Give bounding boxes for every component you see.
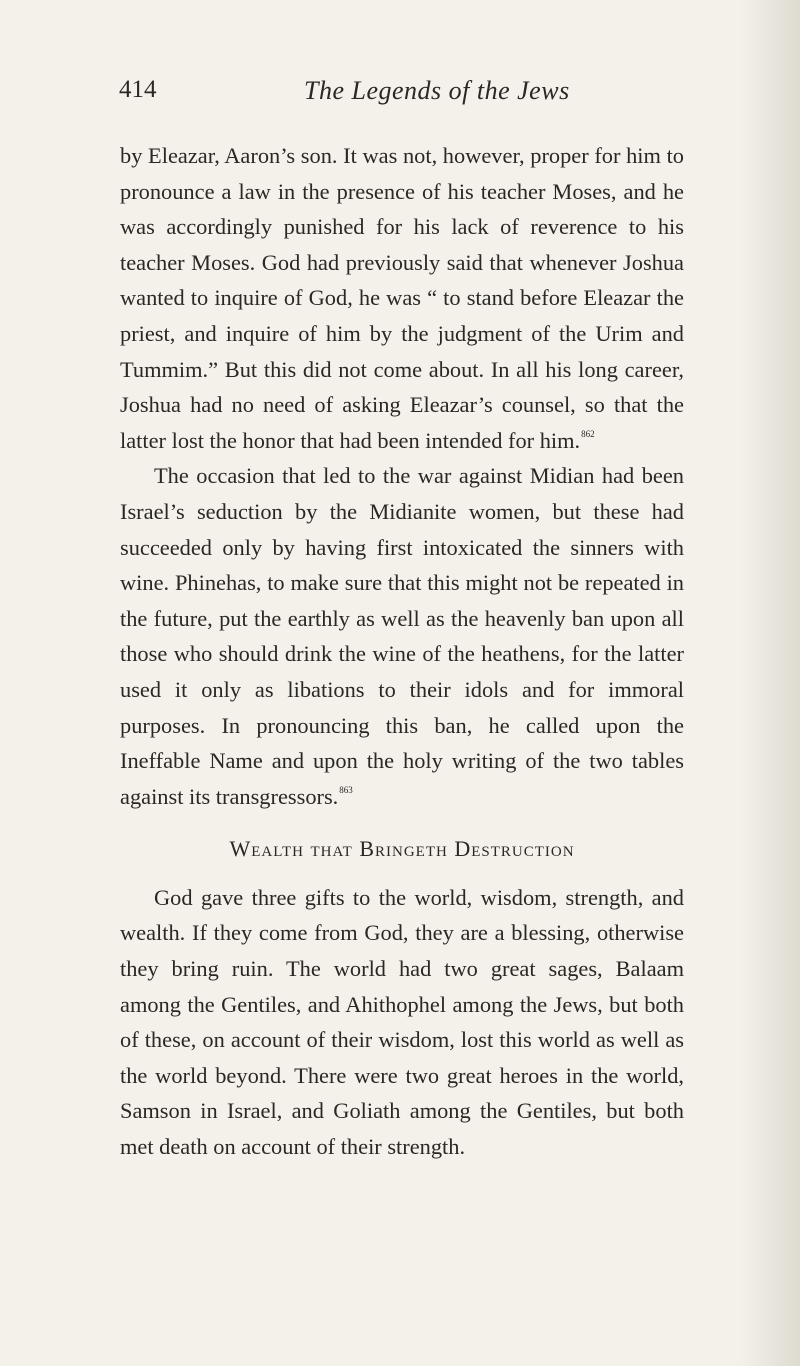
paragraph: God gave three gifts to the world, wisdom, strength, and wealth. If they come from God, they are a blessing, otherwise they bring ruin. The world had two great sages, Balaam among the Gentiles, and Ahithophel among the Jews, but both of these, on account of their wisdom, lost this world as well as the world beyond. There were two great heroes in the world, Samson in Israel, and Goliath among the Gentiles, but both met death on account of their strength. [120, 884, 684, 1160]
paragraph-continued [120, 138, 684, 458]
running-title: The Legends of the Jews [304, 76, 570, 105]
paragraph-text: The occasion that led to the war against Midian had been Israel’s seduction by the Midianite women, but these had succeeded only by having first intoxicated the sinners with wine. Phinehas, to make sure that this might not be repeated in the future, put the earthly as well as the heavenly ban upon all those who should drink the wine of the heathens, for the latter used it only as libations to their idols and for immoral purposes. In pronouncing this ban, he called upon the Ineffable Name and upon the holy writing of the two tables against its transgressors. [120, 463, 684, 809]
section-heading: Wealth that Bringeth Destruction [229, 836, 575, 862]
paragraph-text: by Eleazar, Aaron’s son. It was not, however, proper for him to pronounce a law in the presence of his teacher Moses, and he was accordingly punished for his lack of reverence to his teacher Moses. God had previously said that whenever Joshua wanted to inquire of God, he was “ to stand before Eleazar the priest, and inquire of him by the judgment of the Urim and Tummim.” But this did not come about. In all his long career, Joshua had no need of asking Eleazar’s counsel, so that the latter lost the honor that had been intended for him. [120, 143, 684, 453]
footnote-marker: 862 [581, 428, 595, 439]
page-edge-shadow [740, 0, 800, 1366]
footnote-marker: 863 [339, 784, 353, 795]
body-text [120, 138, 684, 1165]
paragraph [120, 458, 684, 814]
page-number: 414 [119, 76, 157, 103]
running-header [119, 76, 679, 116]
